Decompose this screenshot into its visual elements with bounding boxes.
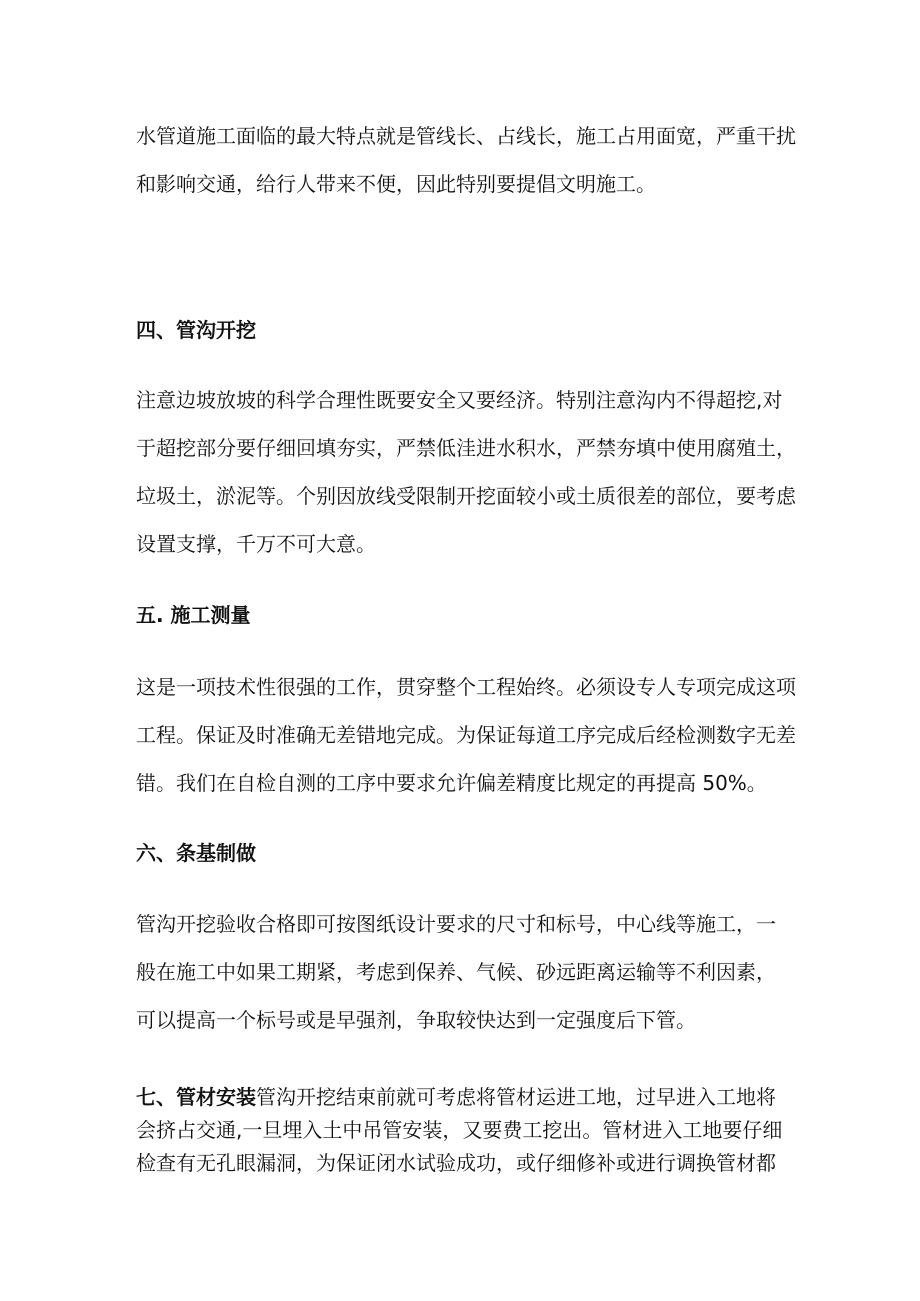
- section-6-line-2: 般在施工中如果工期紧，考虑到保养、气候、砂远距离运输等不利因素，: [136, 960, 776, 984]
- section-4-line-2: 于超挖部分要仔细回填夯实，严禁低洼进水积水，严禁夯填中使用腐殖土，: [136, 436, 796, 460]
- intro-paragraph: [136, 112, 816, 208]
- section-6-line-1: 管沟开挖验收合格即可按图纸设计要求的尺寸和标号，中心线等施工，一: [136, 912, 776, 936]
- intro-line-2: 和影响交通，给行人带来不便，因此特别要提倡文明施工。: [136, 172, 656, 196]
- section-6-heading: 六、条基制做: [136, 841, 256, 865]
- section-5-line-1: 这是一项技术性很强的工作，贯穿整个工程始终。必须设专人专项完成这项: [136, 675, 796, 699]
- section-6-paragraph: [136, 900, 816, 1044]
- section-7-line-3: 检查有无孔眼漏洞，为保证闭水试验成功，或仔细修补或进行调换管材都: [136, 1151, 776, 1175]
- section-7-line-1: [136, 1081, 816, 1114]
- section-5-line-3: 错。我们在自检自测的工序中要求允许偏差精度比规定的再提高 50%。: [136, 771, 767, 795]
- section-4-line-4: 设置支撑，千万不可大意。: [136, 532, 376, 556]
- section-4-line-1: 注意边坡放坡的科学合理性既要安全又要经济。特别注意沟内不得超挖,对: [136, 388, 783, 412]
- section-7-paragraph: [136, 1081, 816, 1180]
- section-4-heading: 四、管沟开挖: [136, 318, 256, 342]
- section-5-heading: 五. 施工测量: [136, 603, 251, 627]
- section-5-paragraph: [136, 663, 816, 807]
- section-7-line-1-text: 管沟开挖结束前就可考虑将管材运进工地，过早进入工地将: [256, 1085, 776, 1109]
- section-7-heading: 七、管材安装: [136, 1085, 256, 1109]
- intro-line-1: 水管道施工面临的最大特点就是管线长、占线长，施工占用面宽，严重干扰: [136, 124, 796, 148]
- section-4-line-3: 垃圾土，淤泥等。个别因放线受限制开挖面较小或土质很差的部位，要考虑: [136, 484, 796, 508]
- section-4-paragraph: [136, 376, 816, 568]
- section-7-line-2: 会挤占交通,一旦埋入土中吊管安装，又要费工挖出。管材进入工地要仔细: [136, 1118, 783, 1142]
- section-6-line-3: 可以提高一个标号或是早强剂，争取较快达到一定强度后下管。: [136, 1008, 696, 1032]
- section-5-line-2: 工程。保证及时准确无差错地完成。为保证每道工序完成后经检测数字无差: [136, 723, 796, 747]
